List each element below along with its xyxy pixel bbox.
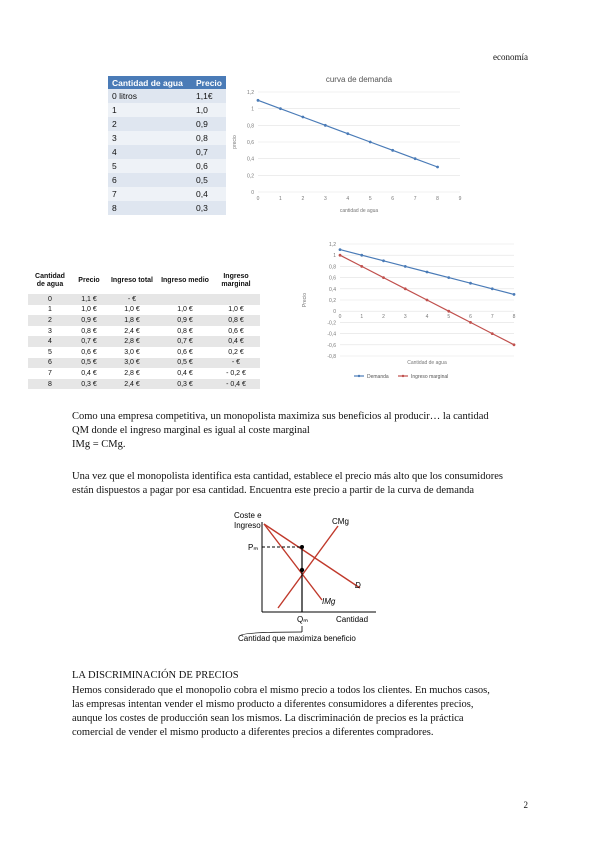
x-tick-label: 6 xyxy=(391,196,395,202)
cell-quantity: 1 xyxy=(28,305,72,316)
cell-quantity: 4 xyxy=(108,145,192,159)
demand-chart xyxy=(228,74,468,220)
page-number: 2 xyxy=(523,800,528,810)
table-row xyxy=(108,103,226,117)
cell-total-revenue: 3,0 € xyxy=(106,358,158,369)
col-header-quantity: Cantidad de agua xyxy=(108,76,192,89)
x-tick-label: 1 xyxy=(279,196,282,202)
data-point xyxy=(426,271,429,274)
x-tick-label: 5 xyxy=(368,196,372,202)
cell-price: 1,0 xyxy=(192,103,226,117)
diagram-caption: Cantidad que maximiza beneficio xyxy=(238,634,356,643)
cell-marginal-revenue: - 0,4 € xyxy=(212,379,260,390)
cell-total-revenue: 2,8 € xyxy=(106,368,158,379)
x-axis-label: Cantidad de agua xyxy=(407,360,447,366)
paragraph-line: las empresas intentan vender el mismo producto a diferentes consumidores a diferentes precios, xyxy=(72,699,474,710)
y-axis-label: Ingreso xyxy=(234,521,261,530)
cell-price: 0,6 € xyxy=(72,347,106,358)
revenue-table xyxy=(28,268,260,389)
y-tick-label: -0,4 xyxy=(327,331,336,338)
cell-quantity: 7 xyxy=(28,368,72,379)
y-axis-label: Coste e xyxy=(234,511,262,520)
y-tick-label: 0 xyxy=(333,309,336,316)
paragraph-line: QM donde el ingreso marginal es igual al coste marginal xyxy=(72,425,310,436)
img-label: IMg xyxy=(322,597,336,606)
y-tick-label: 0,4 xyxy=(247,156,254,163)
data-point xyxy=(436,166,439,169)
data-point xyxy=(360,254,363,257)
monopoly-diagram xyxy=(226,508,386,648)
col-header-price: Precio xyxy=(192,76,226,89)
legend-label: Ingreso marginal xyxy=(411,374,449,380)
paragraph-line: Hemos considerado que el monopolio cobra el mismo precio a todos los clientes. En muchos casos, xyxy=(72,685,490,696)
x-tick-label: 6 xyxy=(469,314,472,321)
cell-price: 0,4 xyxy=(192,187,226,201)
cell-average-revenue: 0,5 € xyxy=(158,358,212,369)
table-row xyxy=(108,89,226,103)
data-point xyxy=(369,141,372,144)
demand-marginal-chart xyxy=(292,236,532,386)
qm-label: Qₘ xyxy=(297,615,309,624)
data-point xyxy=(513,293,516,296)
cmg-label: CMg xyxy=(332,517,349,526)
table-row xyxy=(28,305,260,316)
y-tick-label: 0,8 xyxy=(329,264,336,271)
paragraph-price xyxy=(72,470,532,498)
cell-average-revenue: 0,9 € xyxy=(158,315,212,326)
demand-table-body xyxy=(108,89,226,215)
data-point xyxy=(404,265,407,268)
cell-price: 0,3 € xyxy=(72,379,106,390)
y-tick-label: 0,6 xyxy=(329,275,336,282)
cell-quantity: 2 xyxy=(28,315,72,326)
cell-price: 0,9 € xyxy=(72,315,106,326)
cell-average-revenue: 0,3 € xyxy=(158,379,212,390)
table-row xyxy=(28,294,260,305)
y-axis-label: Precio xyxy=(302,292,308,308)
cell-price: 0,8 € xyxy=(72,326,106,337)
cell-marginal-revenue: - € xyxy=(212,358,260,369)
data-point xyxy=(279,107,282,110)
cell-price: 0,5 € xyxy=(72,358,106,369)
data-point xyxy=(382,259,385,262)
legend-label: Demanda xyxy=(367,374,389,380)
cell-average-revenue: 1,0 € xyxy=(158,305,212,316)
section-title: LA DISCRIMINACIÓN DE PRECIOS xyxy=(72,670,239,681)
y-tick-label: 0 xyxy=(251,190,254,196)
data-point xyxy=(513,343,516,346)
x-tick-label: 1 xyxy=(360,314,364,321)
x-tick-label: 2 xyxy=(301,196,305,202)
table-row xyxy=(108,201,226,215)
cell-marginal-revenue: 0,6 € xyxy=(212,326,260,337)
cell-average-revenue: 0,4 € xyxy=(158,368,212,379)
x-tick-label: 5 xyxy=(447,314,451,321)
data-point xyxy=(382,276,385,279)
cell-quantity: 7 xyxy=(108,187,192,201)
price-label: Pₘ xyxy=(248,543,259,552)
cell-price: 0,8 xyxy=(192,131,226,145)
cell-quantity: 0 xyxy=(28,294,72,305)
cell-price: 1,1 € xyxy=(72,294,106,305)
y-tick-label: 0,2 xyxy=(247,173,254,180)
cell-price: 0,7 € xyxy=(72,336,106,347)
y-axis-label: precio xyxy=(232,135,238,149)
cell-total-revenue: 1,0 € xyxy=(106,305,158,316)
y-tick-label: 1,2 xyxy=(247,90,254,96)
cell-total-revenue: - € xyxy=(106,294,158,305)
y-tick-label: 0,8 xyxy=(247,123,254,130)
x-tick-label: 7 xyxy=(413,196,417,202)
x-tick-label: 4 xyxy=(425,314,429,321)
y-tick-label: 0,6 xyxy=(247,140,254,146)
data-point xyxy=(346,132,349,135)
x-tick-label: 3 xyxy=(323,196,327,202)
data-point xyxy=(426,299,429,302)
x-tick-label: 0 xyxy=(338,314,342,321)
y-tick-label: -0,8 xyxy=(327,354,336,360)
header-subject: economía xyxy=(493,52,528,62)
cell-quantity: 4 xyxy=(28,336,72,347)
legend-swatch xyxy=(402,375,404,377)
x-tick-label: 4 xyxy=(346,196,350,202)
table-row xyxy=(28,368,260,379)
data-point xyxy=(469,321,472,324)
x-tick-label: 0 xyxy=(256,196,260,202)
paragraph-equilibrium xyxy=(72,410,532,452)
y-tick-label: 1,2 xyxy=(329,242,336,248)
y-tick-label: 1 xyxy=(333,253,336,260)
data-point xyxy=(360,265,363,268)
x-tick-label: 9 xyxy=(458,196,462,202)
table-row xyxy=(28,336,260,347)
paragraph-discrimination xyxy=(72,684,532,740)
data-point xyxy=(324,124,327,127)
data-point xyxy=(391,149,394,152)
cell-average-revenue: 0,7 € xyxy=(158,336,212,347)
y-tick-label: 0,2 xyxy=(329,298,336,304)
cell-quantity: 8 xyxy=(28,379,72,390)
cell-price: 1,0 € xyxy=(72,305,106,316)
col-header-price: Precio xyxy=(72,268,106,294)
col-header-marginal-revenue: Ingreso marginal xyxy=(212,268,260,294)
table-row xyxy=(108,187,226,201)
cell-marginal-revenue: 1,0 € xyxy=(212,305,260,316)
table-row xyxy=(108,117,226,131)
y-tick-label: 0,4 xyxy=(329,286,336,293)
table-row xyxy=(28,347,260,358)
cell-price: 0,9 xyxy=(192,117,226,131)
d-label: D xyxy=(355,581,361,590)
revenue-table-body xyxy=(28,294,260,389)
cell-total-revenue: 2,8 € xyxy=(106,336,158,347)
paragraph-line: comercial de vender el mismo producto a diferentes precios a diferentes compradores. xyxy=(72,727,434,738)
cell-average-revenue: 0,8 € xyxy=(158,326,212,337)
col-header-average-revenue: Ingreso medio xyxy=(158,268,212,294)
data-point xyxy=(447,276,450,279)
demand-line xyxy=(264,524,360,588)
data-point xyxy=(491,287,494,290)
data-point xyxy=(339,248,342,251)
cell-total-revenue: 2,4 € xyxy=(106,379,158,390)
cell-price: 1,1€ xyxy=(192,89,226,103)
paragraph-line: IMg = CMg. xyxy=(72,439,126,450)
y-tick-label: -0,6 xyxy=(327,342,336,349)
cell-average-revenue xyxy=(158,294,212,305)
cell-marginal-revenue: 0,2 € xyxy=(212,347,260,358)
cell-quantity: 2 xyxy=(108,117,192,131)
data-point xyxy=(414,157,417,160)
data-point xyxy=(257,99,260,102)
cell-price: 0,6 xyxy=(192,159,226,173)
col-header-quantity: Cantidad de agua xyxy=(28,268,72,294)
cell-quantity: 8 xyxy=(108,201,192,215)
table-row xyxy=(28,315,260,326)
data-point xyxy=(447,310,450,313)
cell-quantity: 3 xyxy=(28,326,72,337)
cell-quantity: 5 xyxy=(108,159,192,173)
paragraph-line: Una vez que el monopolista identifica esta cantidad, establece el precio más alto que los consumidores xyxy=(72,471,503,482)
table-row xyxy=(28,326,260,337)
cell-marginal-revenue: 0,4 € xyxy=(212,336,260,347)
cell-total-revenue: 1,8 € xyxy=(106,315,158,326)
data-point xyxy=(404,287,407,290)
data-point xyxy=(301,116,304,119)
data-point xyxy=(469,282,472,285)
x-tick-label: 3 xyxy=(403,314,407,321)
cell-total-revenue: 2,4 € xyxy=(106,326,158,337)
col-header-total-revenue: Ingreso total xyxy=(106,268,158,294)
y-tick-label: -0,2 xyxy=(327,320,336,327)
table-row xyxy=(108,173,226,187)
cell-price: 0,5 xyxy=(192,173,226,187)
x-tick-label: 8 xyxy=(512,314,516,321)
data-point xyxy=(491,332,494,335)
demand-table xyxy=(108,76,226,215)
cell-price: 0,4 € xyxy=(72,368,106,379)
legend-swatch xyxy=(358,375,360,377)
cell-marginal-revenue: 0,8 € xyxy=(212,315,260,326)
x-tick-label: 2 xyxy=(382,314,385,321)
cell-total-revenue: 3,0 € xyxy=(106,347,158,358)
cell-average-revenue: 0,6 € xyxy=(158,347,212,358)
cell-quantity: 6 xyxy=(108,173,192,187)
paragraph-line: están dispuestos a pagar por esa cantidad. Encuentra este precio a partir de la curva de demanda xyxy=(72,485,475,496)
x-tick-label: 8 xyxy=(436,196,439,202)
data-point xyxy=(339,254,342,257)
cell-price: 0,7 xyxy=(192,145,226,159)
table-row xyxy=(108,131,226,145)
cell-quantity: 0 litros xyxy=(108,89,192,103)
y-tick-label: 1 xyxy=(251,106,254,113)
table-row xyxy=(108,145,226,159)
cell-quantity: 5 xyxy=(28,347,72,358)
paragraph-line: aunque los costes de producción sean los mismos. La discriminación de precios es la práctica xyxy=(72,713,464,724)
chart-title: curva de demanda xyxy=(325,75,393,84)
x-axis-label: Cantidad xyxy=(336,615,369,624)
table-row xyxy=(108,159,226,173)
x-axis-label: cantidad de agua xyxy=(339,208,379,214)
intersection-point xyxy=(300,568,304,572)
price-point xyxy=(300,545,304,549)
table-row xyxy=(28,358,260,369)
x-tick-label: 7 xyxy=(490,314,494,321)
cell-quantity: 6 xyxy=(28,358,72,369)
cell-marginal-revenue xyxy=(212,294,260,305)
cell-price: 0,3 xyxy=(192,201,226,215)
paragraph-line: Como una empresa competitiva, un monopolista maximiza sus beneficios al producir… la cantidad xyxy=(72,411,489,422)
cell-quantity: 3 xyxy=(108,131,192,145)
table-row xyxy=(28,379,260,390)
cell-quantity: 1 xyxy=(108,103,192,117)
cell-marginal-revenue: - 0,2 € xyxy=(212,368,260,379)
